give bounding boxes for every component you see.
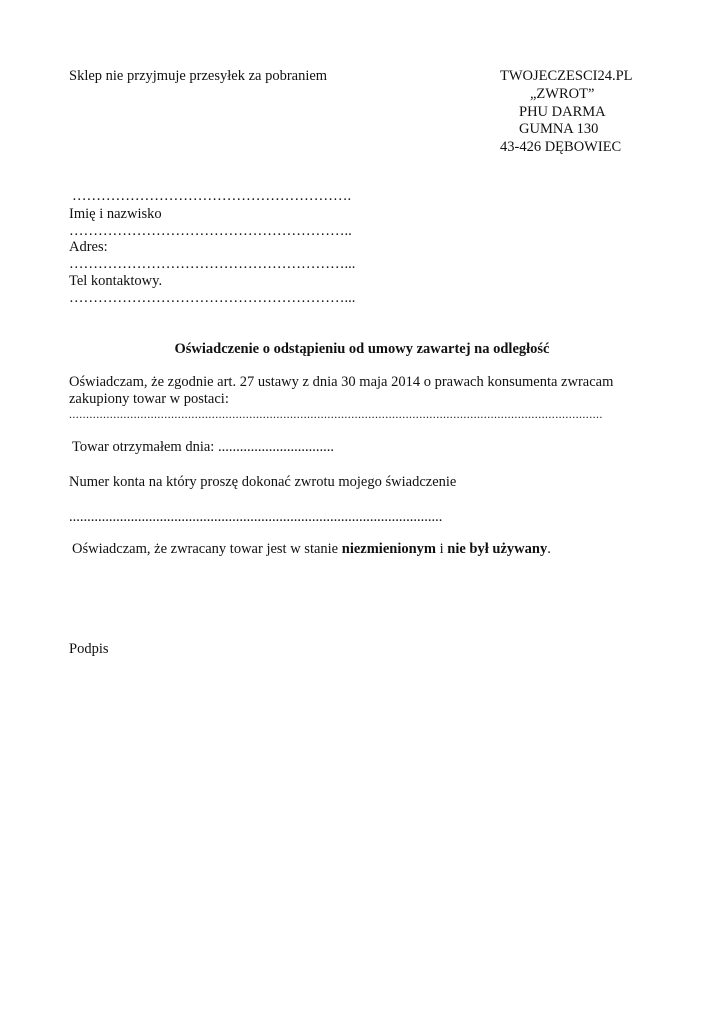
address-line-shop: TWOJECZESCI24.PL [500,68,633,84]
name-label: Imię i nazwisko [69,206,162,222]
shipping-notice: Sklep nie przyjmuje przesyłek za pobraniem [69,68,328,84]
condition-statement [72,540,551,558]
statement-line-2: zakupiony towar w postaci: [69,391,229,407]
account-fill-line[interactable]: ....................................................................................................... [69,509,443,525]
condition-text-pre: Oświadczam, że zwracany towar jest w stanie [72,541,342,557]
address-label: Adres: [69,239,108,255]
address-line-zwrot: „ZWROT” [530,86,595,102]
address-line-postal: 43-426 DĘBOWIEC [500,139,622,155]
condition-text-mid: i [436,541,448,557]
received-date-field[interactable]: Towar otrzymałem dnia: ................................ [72,439,334,455]
address-line-street: GUMNA 130 [519,121,599,137]
address-fill-line-2[interactable]: …………………………………………………... [69,256,356,272]
name-fill-line[interactable]: …………………………………………………. [72,188,352,204]
phone-fill-line[interactable]: …………………………………………………... [69,290,356,306]
address-line-company: PHU DARMA [519,104,606,120]
condition-text-end: . [547,541,551,557]
address-fill-line[interactable]: ………………………………………………….. [69,223,352,239]
account-label: Numer konta na który proszę dokonać zwrotu mojego świadczenie [69,474,457,490]
condition-not-used: nie był używany [447,541,548,557]
goods-fill-line[interactable]: ............................................................................................................................................................. [69,407,603,421]
signature-label: Podpis [69,641,109,657]
document-title: Oświadczenie o odstąpieniu od umowy zawartej na odległość [174,341,550,357]
statement-line-1: Oświadczam, że zgodnie art. 27 ustawy z dnia 30 maja 2014 o prawach konsumenta zwracam [69,374,614,390]
phone-label: Tel kontaktowy. [69,273,163,289]
condition-unchanged: niezmienionym [341,541,436,557]
